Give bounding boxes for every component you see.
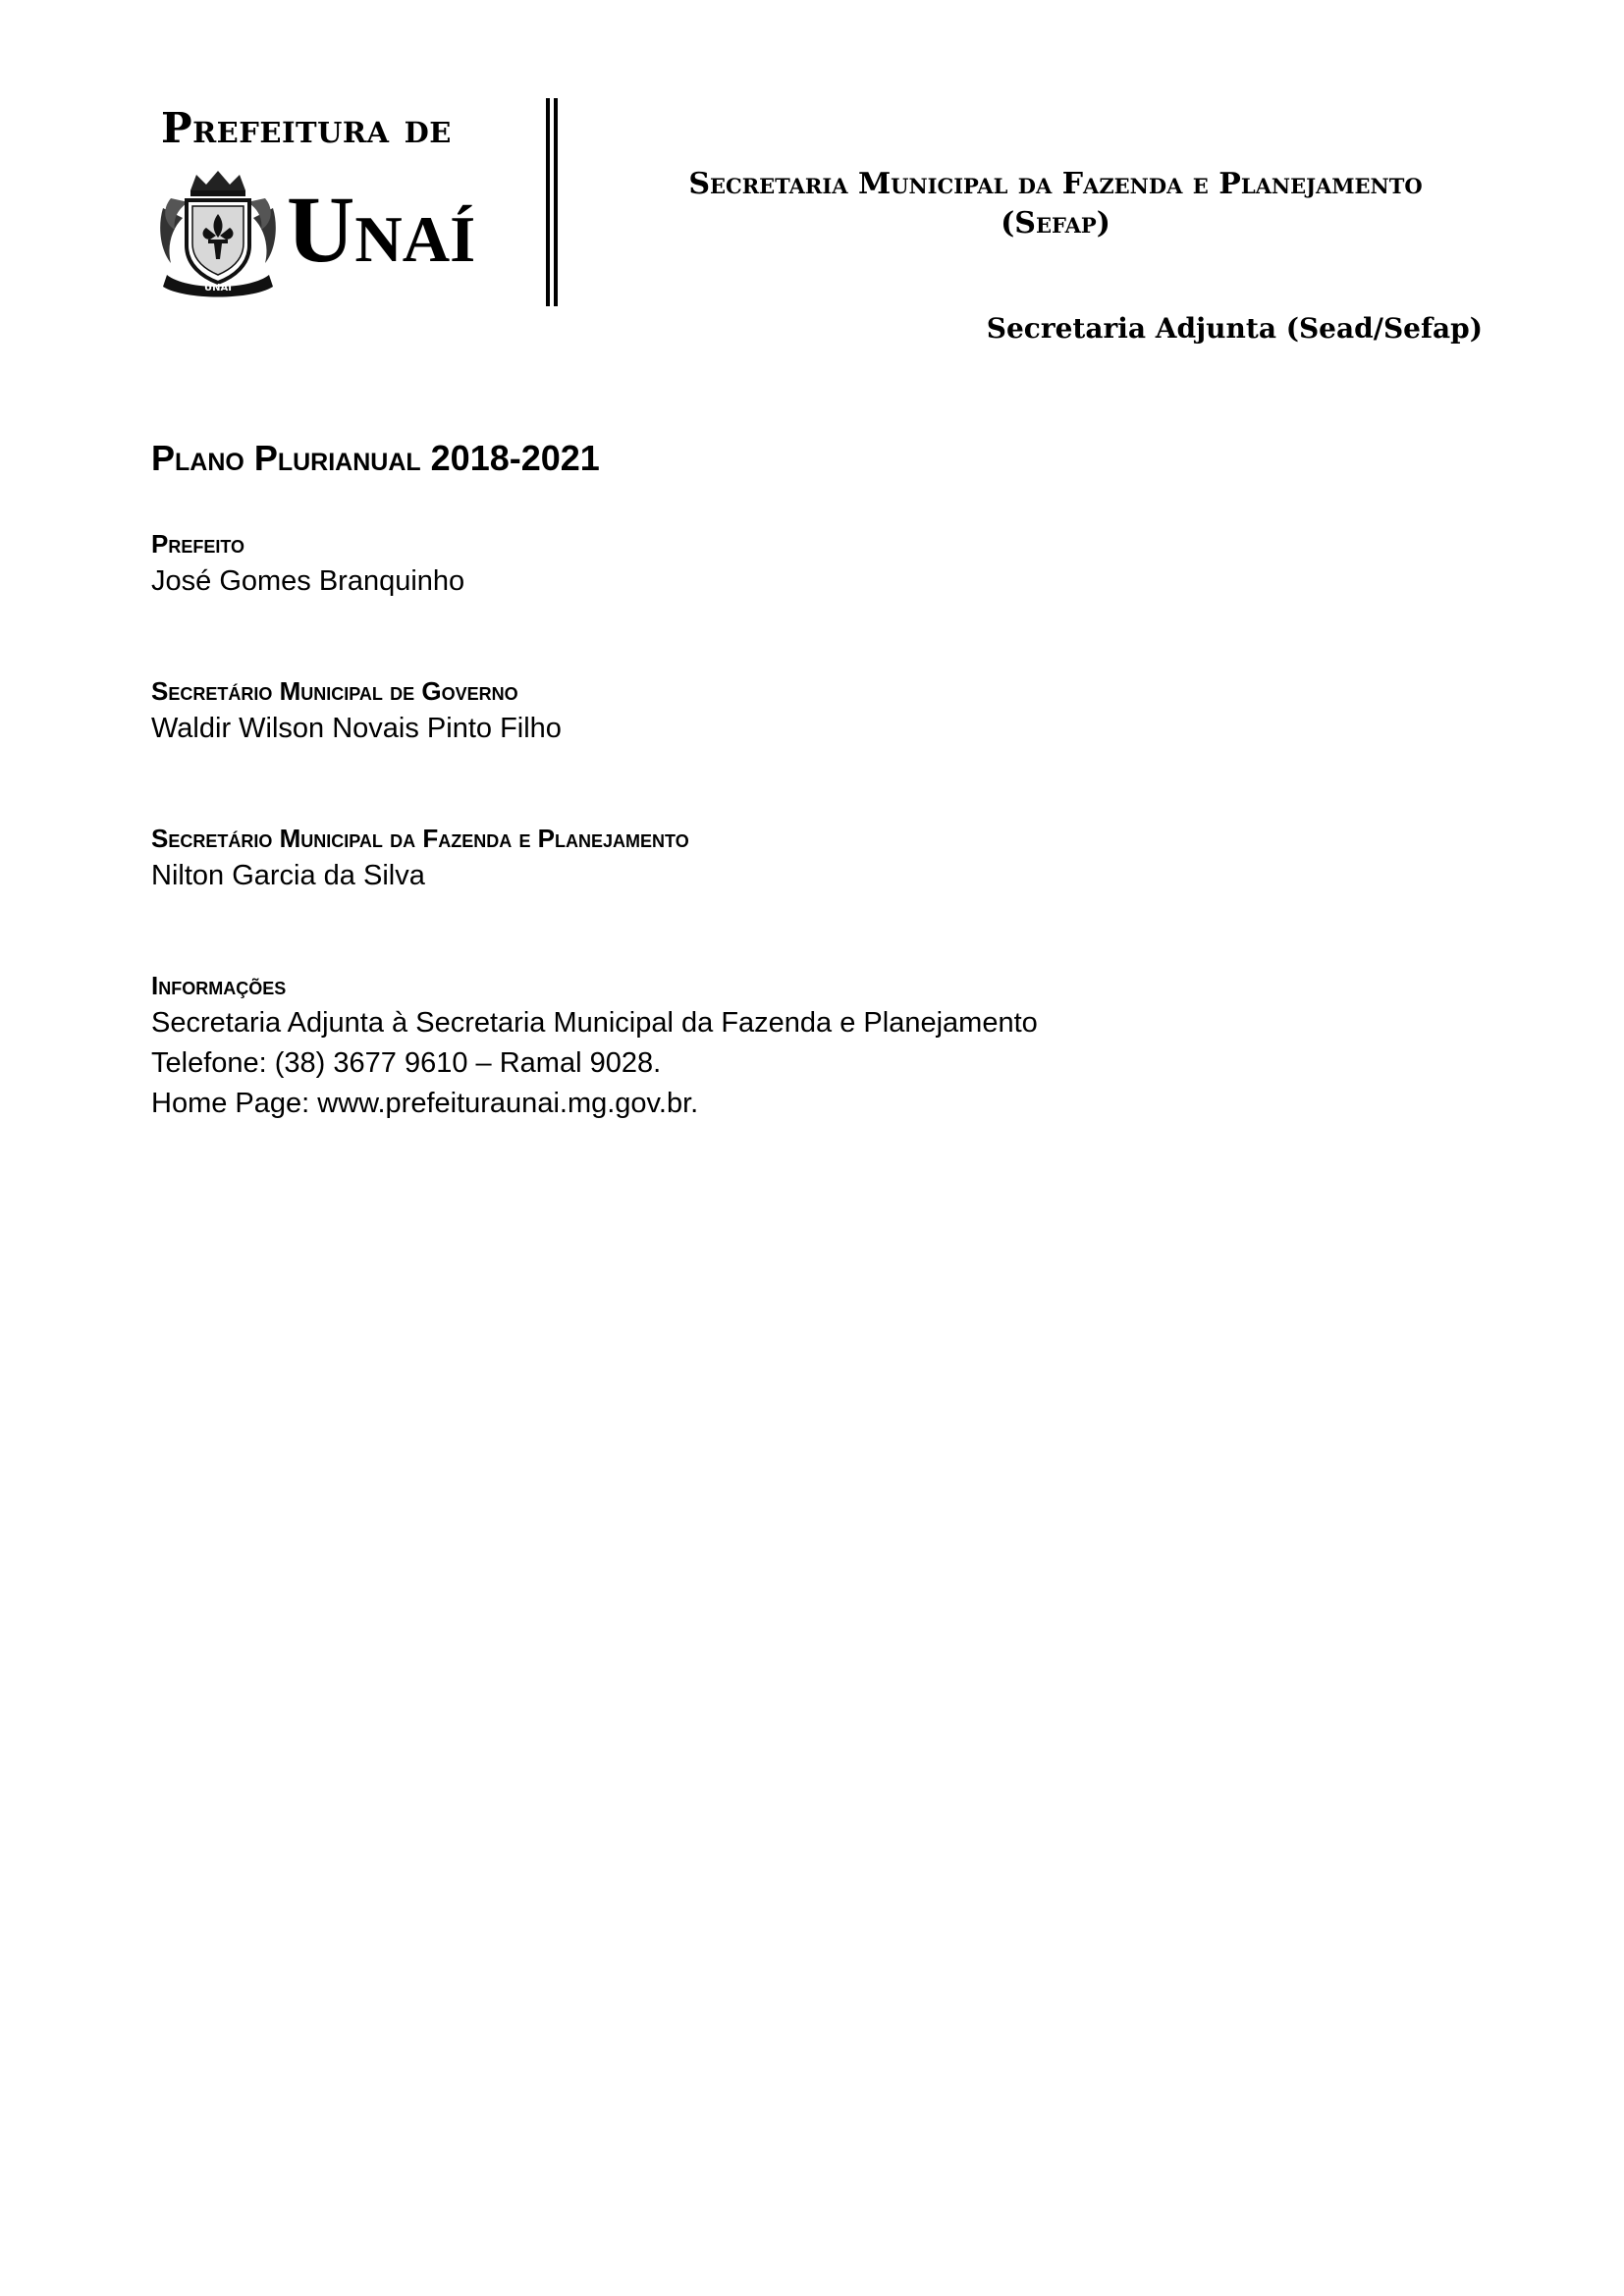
section-line: José Gomes Branquinho <box>151 565 465 597</box>
logo-line-2: Unaí <box>287 177 476 282</box>
secretaria-title-line-1: Secretaria Municipal da Fazenda e Planejamento <box>688 167 1423 201</box>
secretaria-title-line-2: (Sefap) <box>1001 206 1110 240</box>
section-prefeito <box>151 526 464 602</box>
section-line: Waldir Wilson Novais Pinto Filho <box>151 713 562 744</box>
secretaria-adjunta: Secretaria Adjunta (Sead/Sefap) <box>986 312 1483 345</box>
header-divider-right <box>554 98 558 306</box>
logo-line-1: Prefeitura de <box>161 104 452 152</box>
coat-of-arms-icon <box>157 169 279 300</box>
section-heading: Informações <box>151 971 287 1000</box>
section-line: Nilton Garcia da Silva <box>151 860 425 891</box>
crest-banner-text: UNAÍ <box>204 283 232 294</box>
section-informacoes <box>151 968 1038 1124</box>
info-phone-line: Telefone: (38) 3677 9610 – Ramal 9028. <box>151 1047 662 1079</box>
section-heading: Secretário Municipal de Governo <box>151 676 518 706</box>
section-governo <box>151 673 562 749</box>
section-heading: Prefeito <box>151 529 245 559</box>
info-address-line: Secretaria Adjunta à Secretaria Municipal da Fazenda e Planejamento <box>151 1007 1038 1039</box>
header-divider-left <box>546 98 550 306</box>
info-homepage-line[interactable]: Home Page: www.prefeituraunai.mg.gov.br. <box>151 1088 699 1119</box>
prefeitura-logo <box>157 106 506 302</box>
secretaria-title <box>609 165 1502 243</box>
section-heading: Secretário Municipal da Fazenda e Planejamento <box>151 824 689 853</box>
section-fazenda <box>151 821 689 896</box>
document-title: Plano Plurianual 2018-2021 <box>151 438 600 478</box>
